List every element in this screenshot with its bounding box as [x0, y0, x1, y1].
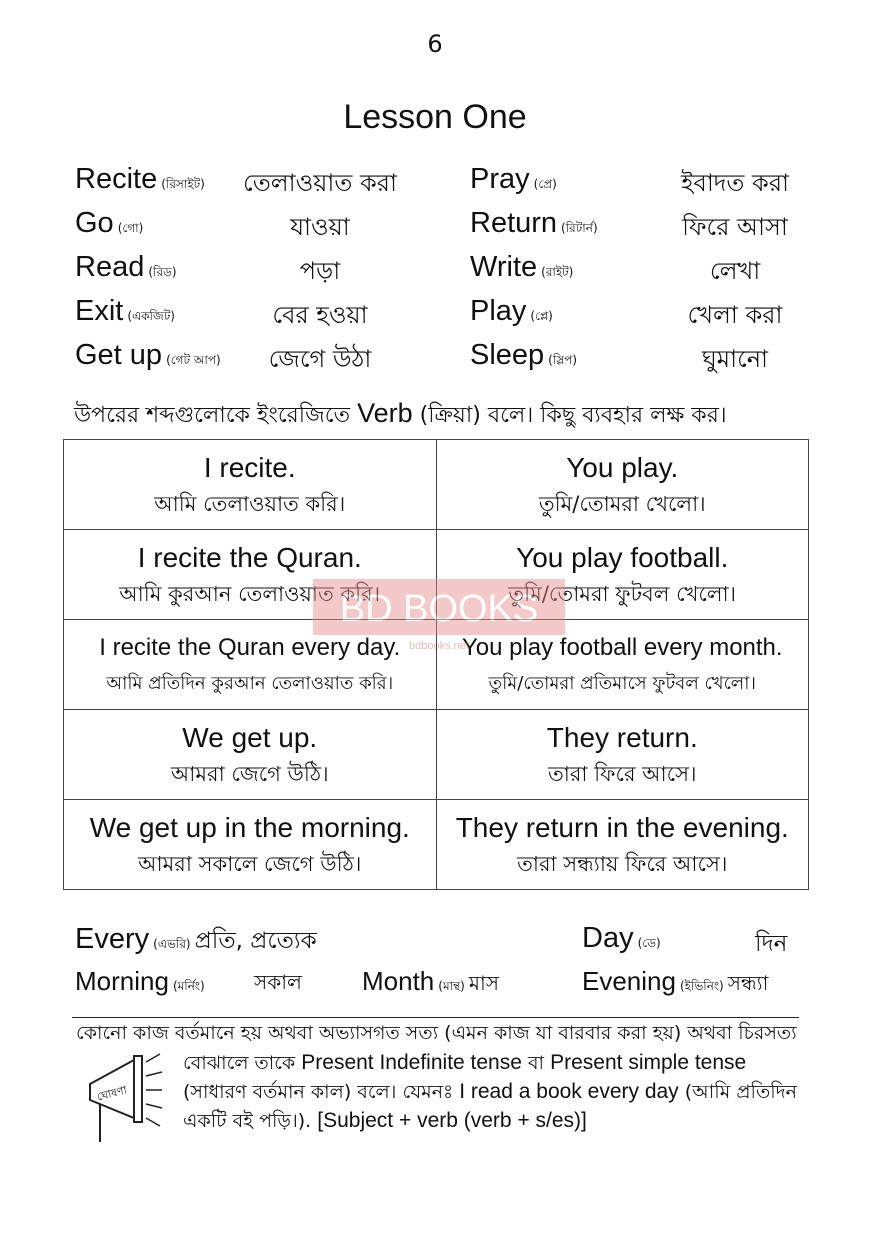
vocab-meaning: ফিরে আসা: [682, 213, 788, 241]
example-bangla: আমরা সকালে জেগে উঠি।: [138, 851, 362, 876]
vocab-pron: (রাইট): [541, 265, 574, 279]
vocab-pron: (রিড): [148, 265, 177, 279]
example-bangla: আমি কুরআন তেলাওয়াত করি।: [119, 581, 381, 606]
note-verb: Verb: [357, 398, 413, 428]
note-post: (ক্রিয়া) বলে। কিছু ব্যবহার লক্ষ কর।: [419, 403, 727, 428]
example-cell: [436, 440, 809, 530]
vocab-item: [75, 207, 350, 247]
vocab-meaning: খেলা করা: [687, 301, 783, 329]
page-number: 6: [427, 30, 443, 58]
vocab-word: Return: [470, 207, 558, 239]
example-english: You play.: [566, 451, 679, 483]
megaphone-icon: [84, 1032, 164, 1144]
vocab-meaning: যাওয়া: [290, 213, 350, 241]
vocab-item: [470, 251, 761, 291]
word-english: Every: [75, 923, 150, 955]
example-cell: [64, 800, 437, 890]
example-cell: [436, 800, 809, 890]
vocab-meaning: ইবাদত করা: [681, 169, 789, 197]
vocab-item: [75, 251, 341, 291]
vocab-word: Exit: [75, 295, 124, 327]
vocab-item: [470, 207, 788, 247]
megaphone-label: ঘোষণা: [95, 1083, 129, 1104]
vocab-pron: (প্রে): [533, 177, 557, 191]
example-english: We get up in the morning.: [89, 811, 410, 843]
rule-text: বোঝালে তাকে: [183, 1052, 296, 1074]
rule-line-4: [183, 1106, 587, 1136]
word-pron: (মান্থ): [438, 979, 465, 993]
example-cell: [64, 440, 437, 530]
rule-line-3: [183, 1077, 797, 1107]
bdbooks-watermark: [305, 575, 573, 655]
word-english: Evening: [582, 966, 676, 996]
vocab-pron: (স্লিপ): [548, 353, 578, 367]
example-english: I recite.: [203, 451, 296, 483]
word-every: [75, 922, 317, 961]
example-english: They return.: [546, 721, 698, 753]
rule-example: I read a book every day: [459, 1080, 679, 1103]
word-evening: [582, 966, 768, 1002]
word-pron: (ডে): [637, 936, 661, 950]
watermark-brand: BD BOOKS: [339, 588, 539, 630]
vocab-pron: (গো): [117, 221, 144, 235]
vocab-word: Play: [470, 295, 527, 327]
vocab-item: [75, 339, 372, 379]
watermark-site: bdbooks.net: [409, 640, 469, 652]
examples-table: [63, 439, 809, 890]
word-pron: (এভরি): [153, 937, 191, 951]
vocab-word: Go: [75, 207, 114, 239]
word-morning: [75, 966, 209, 998]
vocab-word: Write: [470, 251, 538, 283]
example-bangla: আমি তেলাওয়াত করি।: [154, 491, 346, 516]
word-meaning: প্রতি, প্রত্যেক: [194, 928, 317, 954]
lesson-title: Lesson One: [343, 98, 527, 136]
vocab-meaning: পড়া: [299, 257, 341, 285]
word-day-meaning: দিন: [755, 931, 788, 957]
example-bangla: তারা ফিরে আসে।: [548, 761, 697, 786]
example-english: They return in the evening.: [455, 811, 789, 843]
example-english: I recite the Quran every day.: [99, 633, 401, 661]
word-meaning: সন্ধ্যা: [727, 971, 769, 995]
vocab-word: Pray: [470, 163, 530, 195]
note-pre: উপরের শব্দগুলোকে ইংরেজিতে: [74, 403, 351, 428]
word-english: Morning: [75, 966, 169, 996]
rule-line-2: [183, 1048, 746, 1078]
example-bangla: তুমি/তোমরা ফুটবল খেলো।: [508, 581, 737, 606]
table-row: [64, 800, 809, 890]
example-english: We get up.: [182, 721, 318, 753]
vocab-pron: (প্লে): [530, 309, 553, 323]
example-bangla: আমরা জেগে উঠি।: [170, 761, 329, 786]
rule-text: (আমি প্রতিদিন: [684, 1081, 797, 1103]
section-divider: [72, 1017, 799, 1018]
word-meaning: মাস: [468, 971, 499, 995]
rule-formula: [Subject + verb (verb + s/es)]: [317, 1109, 587, 1132]
vocab-pron: (একজিট): [127, 309, 175, 323]
vocab-pron: (রিসাইট): [161, 177, 205, 191]
word-morning-meaning: সকাল: [254, 970, 302, 994]
word-pron: (মর্নিং): [172, 979, 205, 993]
word-pron: (ইভিনিং): [679, 979, 724, 993]
table-row: [64, 440, 809, 530]
vocab-pron: (রিটার্ন): [561, 221, 598, 235]
example-bangla: তুমি/তোমরা খেলো।: [538, 491, 706, 516]
word-english: Day: [582, 922, 634, 954]
vocab-item: [470, 163, 789, 203]
example-cell: [436, 710, 809, 800]
vocab-meaning: লেখা: [709, 257, 761, 285]
vocab-meaning: জেগে উঠা: [268, 345, 372, 373]
vocab-word: Recite: [75, 163, 158, 195]
vocab-word: Get up: [75, 339, 163, 371]
vocab-item: [75, 163, 397, 203]
word-english: Month: [362, 966, 435, 996]
vocab-meaning: ঘুমানো: [701, 345, 769, 373]
example-bangla: আমি প্রতিদিন কুরআন তেলাওয়াত করি।: [106, 672, 394, 694]
rule-text: (সাধারণ বর্তমান কাল) বলে। যেমনঃ: [183, 1081, 454, 1103]
vocab-item: [75, 295, 368, 335]
word-month: [362, 966, 499, 1002]
example-english: You play football.: [516, 541, 729, 573]
vocab-meaning: বের হওয়া: [272, 301, 368, 329]
word-day: [582, 922, 665, 955]
example-english: I recite the Quran.: [137, 541, 362, 573]
vocab-item: [470, 295, 783, 335]
vocab-item: [470, 339, 769, 379]
example-bangla: তারা সন্ধ্যায় ফিরে আসে।: [517, 851, 728, 876]
rule-term: Present simple tense: [550, 1051, 747, 1074]
vocab-pron: (গেট আপ): [166, 353, 221, 367]
example-cell: [64, 710, 437, 800]
rule-text: একটি বই পড়ি।).: [183, 1110, 312, 1132]
rule-line-1: কোনো কাজ বর্তমানে হয় অথবা অভ্যাসগত সত্য (এমন কাজ যা বারবার করা হয়) অথবা চিরসত্য: [76, 1022, 797, 1044]
rule-text: বা: [527, 1052, 545, 1074]
vocab-word: Sleep: [470, 339, 545, 371]
example-english: You play football every month.: [461, 633, 783, 661]
example-bangla: তুমি/তোমরা প্রতিমাসে ফুটবল খেলো।: [488, 672, 756, 694]
verb-note: [74, 398, 727, 435]
vocab-meaning: তেলাওয়াত করা: [243, 169, 397, 197]
vocab-word: Read: [75, 251, 145, 283]
table-row: [64, 710, 809, 800]
rule-term: Present Indefinite tense: [301, 1051, 522, 1074]
